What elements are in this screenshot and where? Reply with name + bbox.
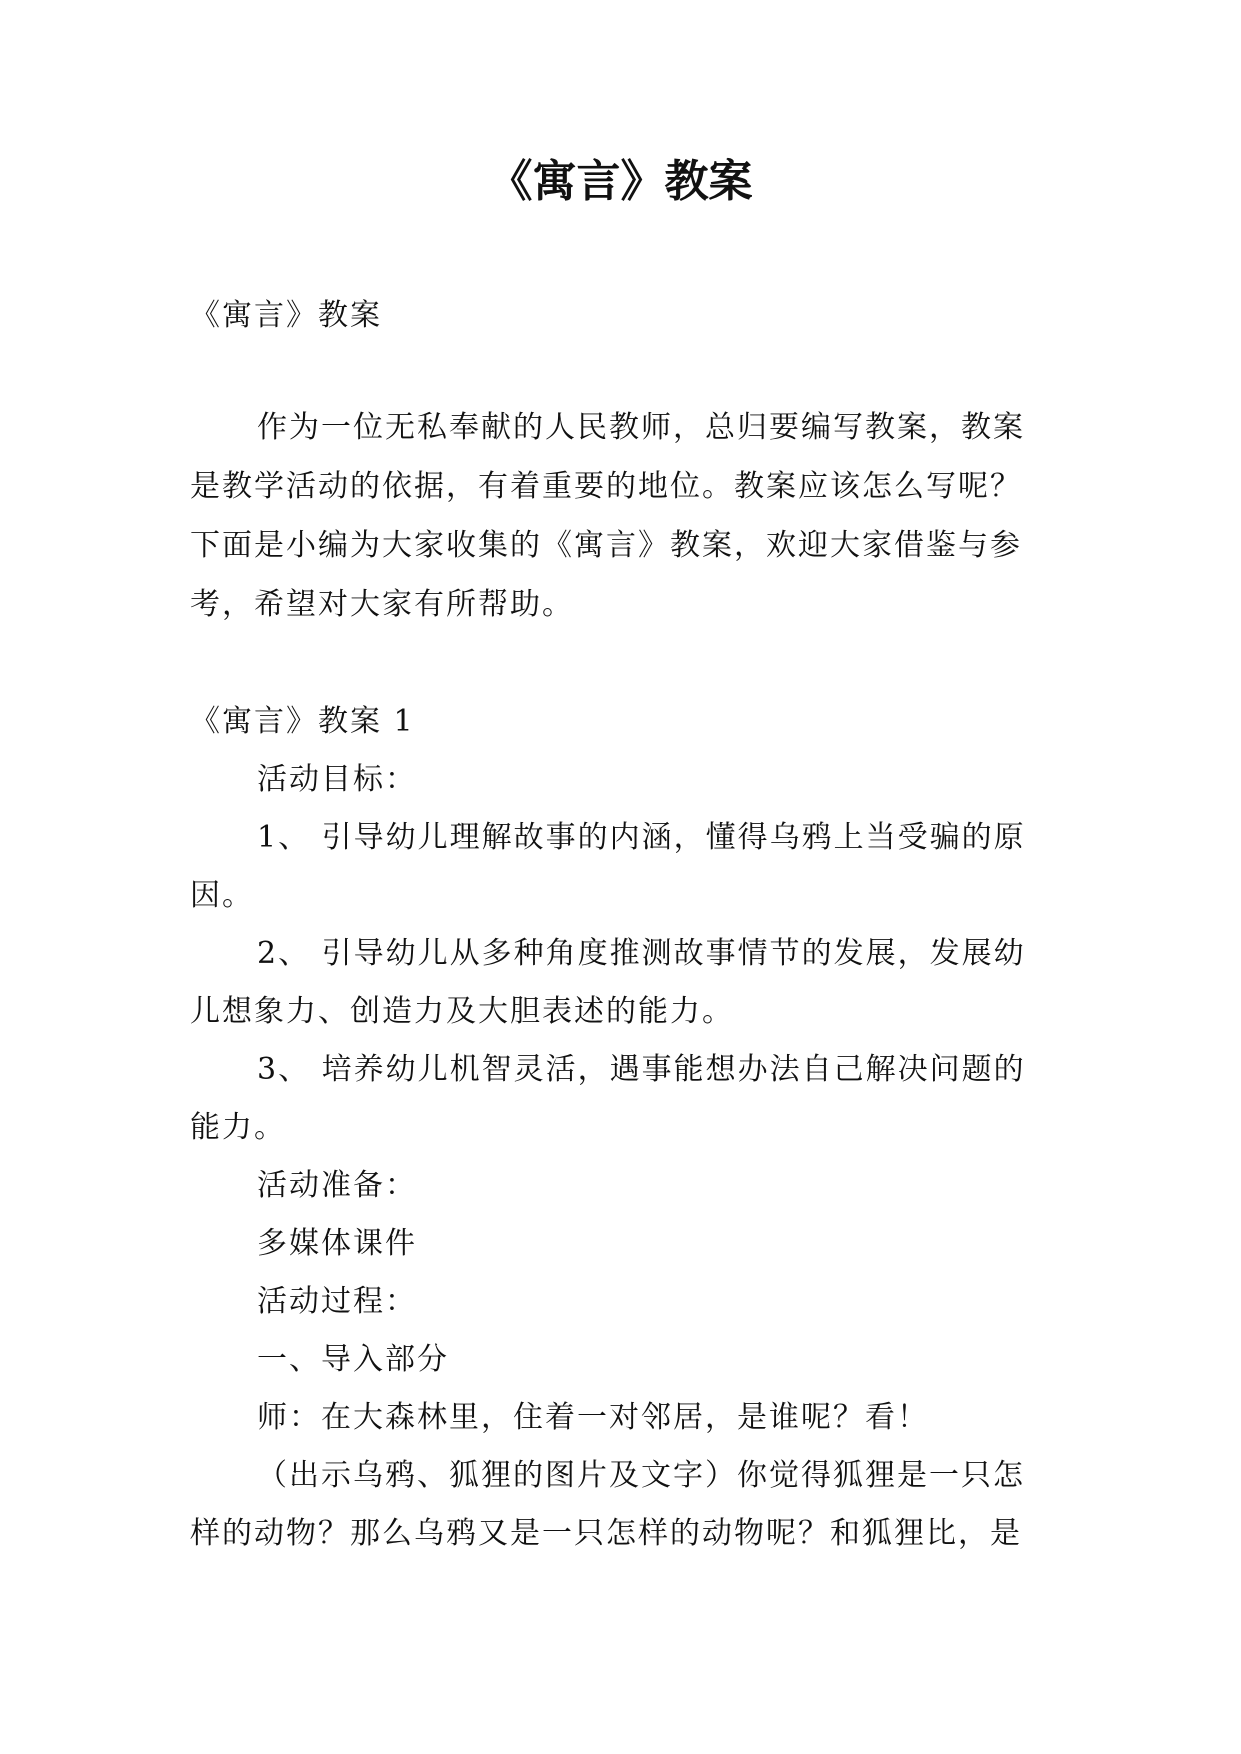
section-heading: 《寓言》教案 1 xyxy=(190,704,415,739)
body-line: 一、导入部分 xyxy=(257,1342,449,1377)
body-line: （出示乌鸦、狐狸的图片及文字）你觉得狐狸是一只怎 xyxy=(257,1458,1025,1493)
body-line: 因。 xyxy=(190,878,254,913)
body-line: 样的动物？那么乌鸦又是一只怎样的动物呢？和狐狸比，是 xyxy=(190,1516,1022,1551)
body-line: 活动过程： xyxy=(257,1284,417,1319)
body-line: 2、 引导幼儿从多种角度推测故事情节的发展，发展幼 xyxy=(257,936,1026,971)
intro-line: 考，希望对大家有所帮助。 xyxy=(190,587,574,622)
intro-line: 是教学活动的依据，有着重要的地位。教案应该怎么写呢？ xyxy=(190,469,1022,504)
body-line: 多媒体课件 xyxy=(257,1226,417,1261)
body-line: 3、 培养幼儿机智灵活，遇事能想办法自己解决问题的 xyxy=(257,1052,1026,1087)
body-line: 儿想象力、创造力及大胆表述的能力。 xyxy=(190,994,734,1029)
body-line: 能力。 xyxy=(190,1110,286,1145)
document-title: 《寓言》教案 xyxy=(488,156,753,207)
body-line: 1、 引导幼儿理解故事的内涵，懂得乌鸦上当受骗的原 xyxy=(257,820,1026,855)
body-line: 活动准备： xyxy=(257,1168,417,1203)
intro-line: 下面是小编为大家收集的《寓言》教案，欢迎大家借鉴与参 xyxy=(190,528,1022,563)
intro-line: 作为一位无私奉献的人民教师，总归要编写教案，教案 xyxy=(257,410,1025,445)
body-line: 师：在大森林里，住着一对邻居，是谁呢？看！ xyxy=(257,1400,929,1435)
body-line: 活动目标： xyxy=(257,762,417,797)
subtitle: 《寓言》教案 xyxy=(190,298,382,333)
